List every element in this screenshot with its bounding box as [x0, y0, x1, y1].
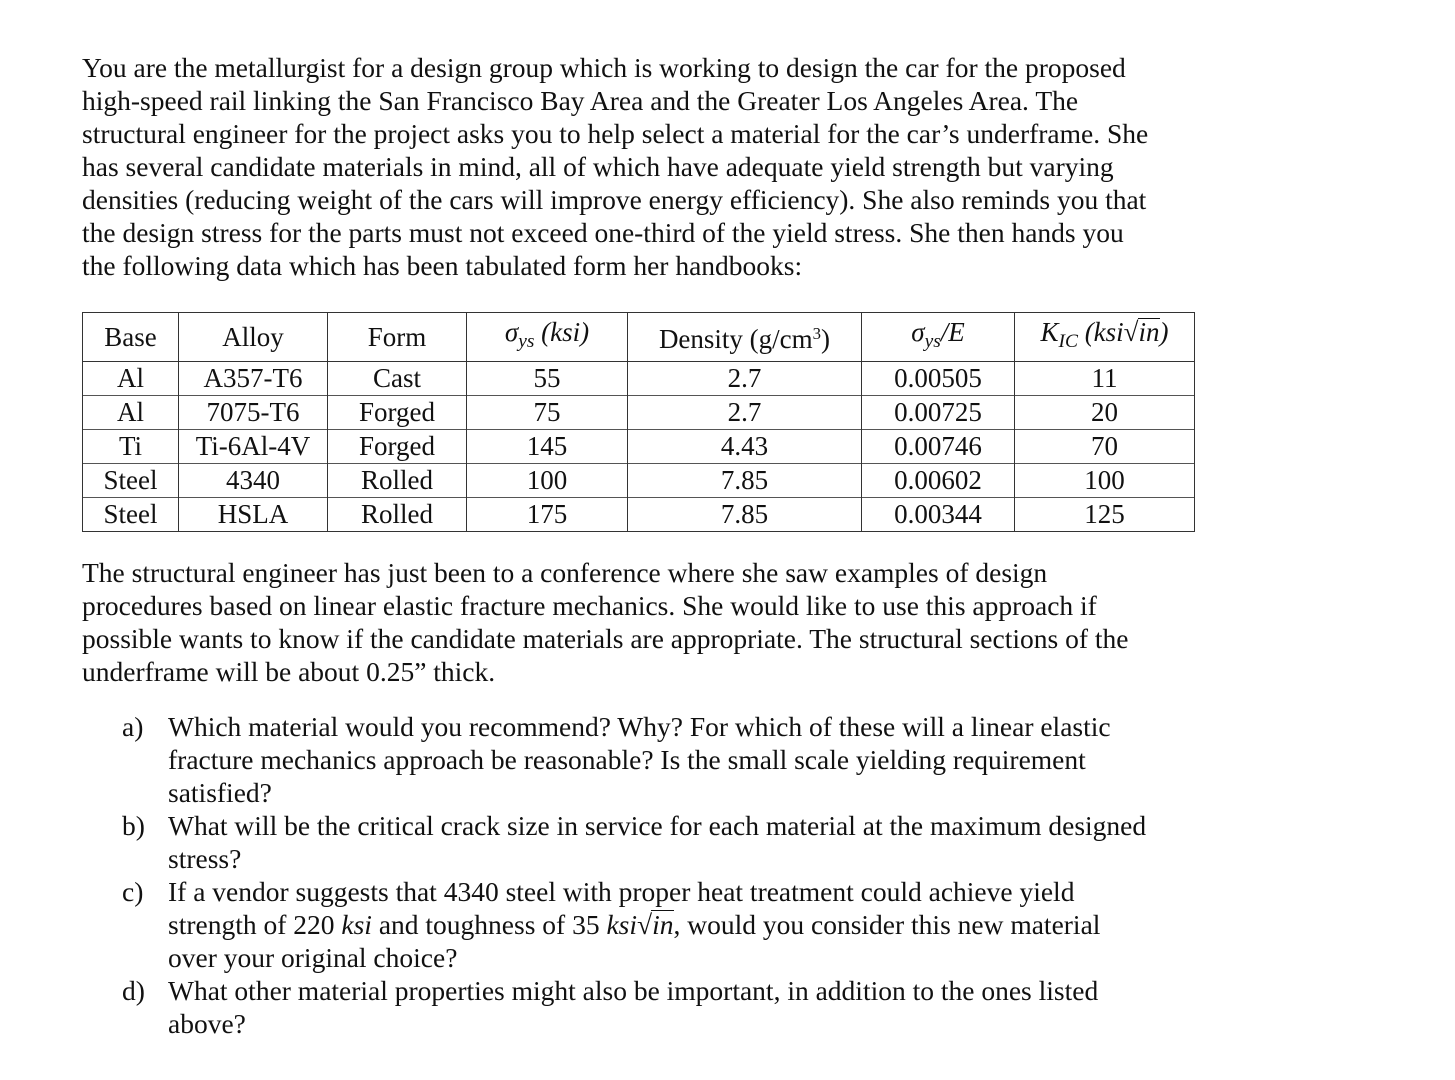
intro-line: has several candidate materials in mind, all of which have adequate yield strength but varying [82, 151, 1114, 182]
table-row [83, 361, 1195, 395]
cell-yield-strength: 175 [467, 497, 628, 531]
cell-toughness: 70 [1015, 429, 1195, 463]
intro-line: You are the metallurgist for a design group which is working to design the car for the proposed [82, 52, 1126, 83]
intro-line: high-speed rail linking the San Francisco Bay Area and the Greater Los Angeles Area. The [82, 85, 1079, 116]
cell-alloy: Ti-6Al-4V [179, 429, 328, 463]
followup-line: underframe will be about 0.25” thick. [82, 656, 496, 687]
cell-alloy: HSLA [179, 497, 328, 531]
question-c [122, 875, 1222, 974]
cell-form: Cast [328, 361, 467, 395]
question-marker: d) [122, 975, 145, 1006]
cell-alloy: 7075-T6 [179, 395, 328, 429]
question-a [122, 710, 1222, 809]
cell-density: 7.85 [628, 463, 862, 497]
header-strength-modulus-ratio: $\sigma_{ys}/E$ [862, 313, 1015, 362]
followup-line: possible wants to know if the candidate materials are appropriate. The structural sections of the [82, 623, 1129, 654]
cell-yield-strength: 75 [467, 395, 628, 429]
cell-density: 2.7 [628, 361, 862, 395]
cell-ratio: 0.00602 [862, 463, 1015, 497]
cell-base: Steel [83, 463, 179, 497]
cell-yield-strength: 55 [467, 361, 628, 395]
cell-toughness: 125 [1015, 497, 1195, 531]
cell-ratio: 0.00344 [862, 497, 1015, 531]
intro-line: densities (reducing weight of the cars will improve energy efficiency). She also reminds you that [82, 184, 1147, 215]
question-marker: a) [122, 711, 144, 742]
header-alloy: Alloy [179, 313, 328, 362]
question-line: What will be the critical crack size in service for each material at the maximum designed [168, 810, 1147, 841]
cell-yield-strength: 145 [467, 429, 628, 463]
cell-form: Rolled [328, 463, 467, 497]
cell-form: Forged [328, 429, 467, 463]
cell-base: Steel [83, 497, 179, 531]
cell-ratio: 0.00746 [862, 429, 1015, 463]
intro-line: structural engineer for the project asks you to help select a material for the car’s underframe. She [82, 118, 1149, 149]
cell-toughness: 20 [1015, 395, 1195, 429]
question-line: Which material would you recommend? Why? For which of these will a linear elastic [168, 711, 1111, 742]
followup-line: The structural engineer has just been to a conference where she saw examples of design [82, 557, 1048, 588]
cell-toughness: 11 [1015, 361, 1195, 395]
table-row [83, 463, 1195, 497]
cell-yield-strength: 100 [467, 463, 628, 497]
cell-base: Ti [83, 429, 179, 463]
cell-toughness: 100 [1015, 463, 1195, 497]
intro-paragraph [82, 51, 1148, 282]
table-row [83, 395, 1195, 429]
followup-paragraph [82, 556, 1128, 688]
header-density: Density $(g/cm^3)$ [628, 313, 862, 362]
question-marker: b) [122, 810, 145, 841]
table-header-row [83, 313, 1195, 362]
question-d [122, 974, 1222, 1040]
followup-line: procedures based on linear elastic fracture mechanics. She would like to use this approach if [82, 590, 1097, 621]
questions-list [122, 710, 1222, 1040]
cell-alloy: A357-T6 [179, 361, 328, 395]
question-line: satisfied? [168, 777, 272, 808]
question-line: above? [168, 1008, 246, 1039]
header-fracture-toughness: $K_{IC}$ (ksi√in) [1015, 313, 1195, 362]
cell-density: 2.7 [628, 395, 862, 429]
intro-line: the design stress for the parts must not exceed one-third of the yield stress. She then hands you [82, 217, 1124, 248]
cell-form: Rolled [328, 497, 467, 531]
cell-base: Al [83, 361, 179, 395]
question-line: If a vendor suggests that 4340 steel with proper heat treatment could achieve yield [168, 876, 1075, 907]
question-b [122, 809, 1222, 875]
question-line: fracture mechanics approach be reasonable? Is the small scale yielding requirement [168, 744, 1086, 775]
question-marker: c) [122, 876, 144, 907]
intro-line: the following data which has been tabulated form her handbooks: [82, 250, 803, 281]
header-base: Base [83, 313, 179, 362]
question-line: over your original choice? [168, 942, 458, 973]
header-yield-strength: $\sigma_{ys}$ (ksi) [467, 313, 628, 362]
question-line: stress? [168, 843, 242, 874]
cell-density: 7.85 [628, 497, 862, 531]
cell-base: Al [83, 395, 179, 429]
materials-table [82, 312, 1195, 532]
header-form: Form [328, 313, 467, 362]
question-line: strength of 220 ksi and toughness of 35 ksi√in, would you consider this new material [168, 909, 1101, 940]
table-row [83, 429, 1195, 463]
cell-density: 4.43 [628, 429, 862, 463]
cell-ratio: 0.00505 [862, 361, 1015, 395]
table-row [83, 497, 1195, 531]
question-line: What other material properties might also be important, in addition to the ones listed [168, 975, 1099, 1006]
cell-alloy: 4340 [179, 463, 328, 497]
cell-form: Forged [328, 395, 467, 429]
cell-ratio: 0.00725 [862, 395, 1015, 429]
